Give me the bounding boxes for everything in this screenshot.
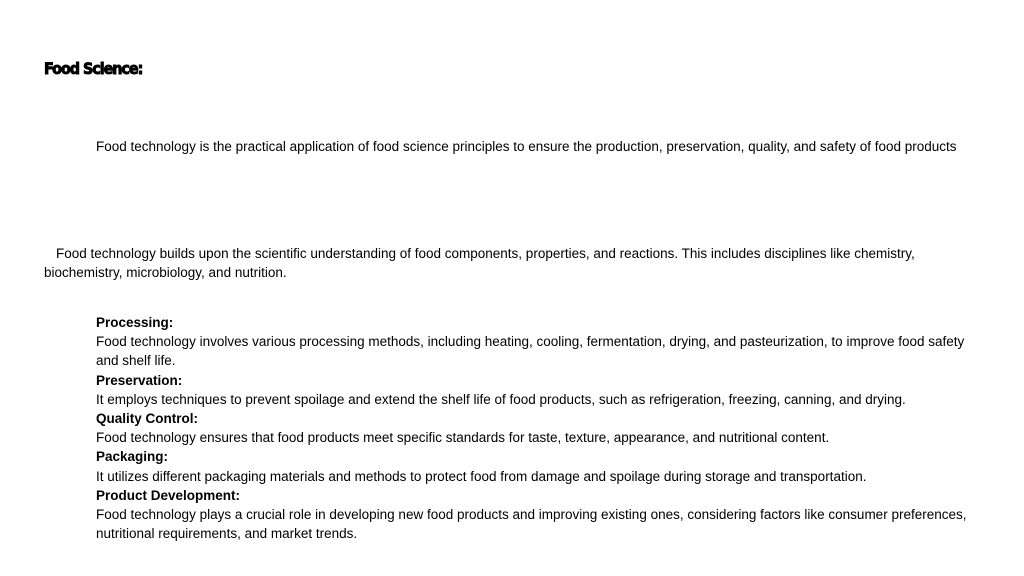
aspect-item-quality-control xyxy=(96,409,986,447)
aspect-text: Food technology involves various processing methods, including heating, cooling, fermentation, drying, and pasteurization, to improve food safety and shelf life. xyxy=(96,334,965,369)
slide-title: Food Science: xyxy=(44,59,143,78)
aspects-list xyxy=(96,313,986,543)
aspect-heading: Processing: xyxy=(96,315,174,330)
aspect-text: Food technology plays a crucial role in developing new food products and improving existing ones, considering factors like consumer preferences, nutritional requirements, and market trends. xyxy=(96,507,967,542)
aspect-text: Food technology ensures that food products meet specific standards for taste, texture, appearance, and nutritional content. xyxy=(96,430,830,446)
aspect-text: It employs techniques to prevent spoilage and extend the shelf life of food products, such as refrigeration, freezing, canning, and drying. xyxy=(96,391,906,407)
foundation-paragraph: Food technology builds upon the scientific understanding of food components, properties, and reactions. This includes disciplines like chemistry, biochemistry, microbiology, and nutrition. xyxy=(44,246,915,280)
aspect-heading: Product Development: xyxy=(96,487,241,503)
aspect-item-processing xyxy=(96,313,986,371)
aspect-item-preservation xyxy=(96,371,986,409)
aspect-heading: Preservation: xyxy=(96,372,183,388)
aspect-heading: Packaging: xyxy=(96,449,169,465)
aspect-item-product-development xyxy=(96,486,986,544)
aspect-text: It utilizes different packaging materials and methods to protect food from damage and spoilage during storage and transportation. xyxy=(96,468,867,484)
aspect-item-packaging xyxy=(96,447,986,485)
intro-paragraph: Food technology is the practical application of food science principles to ensure the production, preservation, quality, and safety of food products xyxy=(96,139,957,154)
aspect-heading: Quality Control: xyxy=(96,411,198,427)
